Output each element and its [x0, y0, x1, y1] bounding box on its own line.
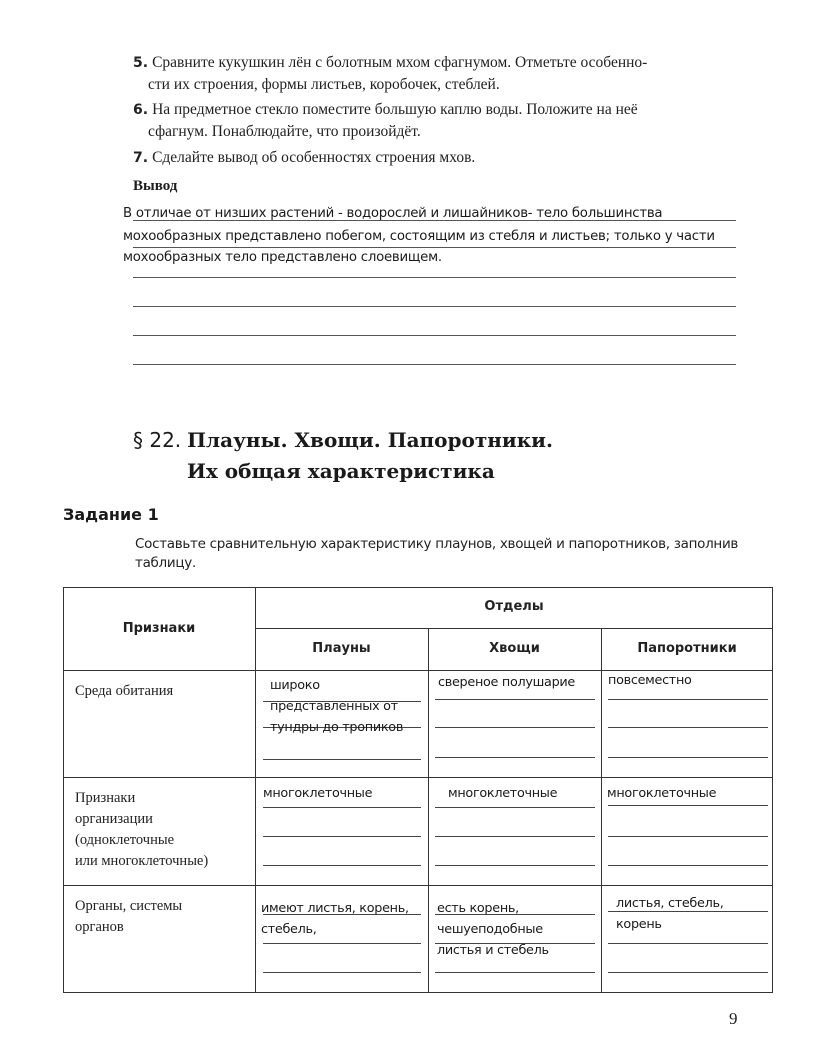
comparison-table	[63, 587, 773, 993]
cell-text-line: стебель,	[261, 922, 317, 937]
table-divider	[63, 885, 773, 886]
row-label-line: органов	[75, 919, 124, 935]
cell-line	[435, 807, 595, 808]
cell-line	[435, 836, 595, 837]
table-border-left	[63, 587, 64, 993]
cell-text-line: свереное полушарие	[438, 675, 575, 690]
header-col-ferns: Папоротники	[637, 641, 737, 656]
answer-line	[133, 335, 736, 336]
table-divider	[255, 628, 773, 629]
row-label-line: Признаки	[75, 790, 136, 806]
cell-lycopods-organs[interactable]	[261, 898, 409, 940]
cell-line	[435, 972, 595, 973]
table-border-bottom	[63, 992, 773, 993]
cell-line	[263, 972, 421, 973]
cell-text-line: представленных от	[270, 699, 398, 714]
cell-text-line: многоклеточные	[448, 786, 558, 801]
section-title-line-1: Плауны. Хвощи. Папоротники.	[187, 428, 553, 452]
cell-horsetails-habitat[interactable]	[438, 672, 575, 693]
task-text: Сравните кукушкин лён с болотным мхом сфагнумом. Отметьте особенно-	[152, 54, 648, 71]
section-title	[133, 425, 553, 487]
task-text: На предметное стекло поместите большую каплю воды. Положите на неё	[152, 101, 638, 118]
answer-line	[133, 364, 736, 365]
assignment-text: Составьте сравнительную характеристику плаунов, хвощей и папоротников, заполнив таблицу.	[135, 536, 739, 571]
conclusion-answer-line-1[interactable]: В отличае от низших растений - водорослей и лишайников- тело большинства	[123, 206, 663, 221]
cell-line	[435, 699, 595, 700]
header-col-lycopods: Плауны	[312, 641, 371, 656]
task-5	[133, 52, 738, 95]
answer-line	[133, 247, 736, 248]
cell-text-line: многоклеточные	[607, 786, 717, 801]
section-marker: § 22.	[133, 428, 182, 452]
cell-line	[608, 836, 768, 837]
cell-ferns-organization[interactable]	[607, 783, 716, 804]
header-features: Признаки	[122, 621, 196, 636]
cell-text-line: корень	[616, 917, 662, 932]
cell-text-line: повсеместно	[608, 673, 692, 688]
task-number: 6.	[133, 102, 149, 118]
table-divider	[63, 777, 773, 778]
task-number: 7.	[133, 150, 149, 166]
cell-line	[263, 836, 421, 837]
cell-text-line: тундры до тропиков	[270, 720, 404, 735]
task-number: 5.	[133, 55, 149, 71]
conclusion-answer-line-2[interactable]: мохообразных представлено побегом, состоящим из стебля и листьев; только у части	[123, 229, 715, 244]
row-label-line: (одноклеточные	[75, 832, 175, 848]
cell-line	[435, 865, 595, 866]
row-label-line: Органы, системы	[75, 898, 183, 914]
cell-text-line: широко	[270, 678, 320, 693]
cell-line	[608, 972, 768, 973]
cell-ferns-habitat[interactable]	[608, 670, 692, 691]
cell-text-line: листья, стебель,	[616, 896, 724, 911]
cell-line	[263, 807, 421, 808]
conclusion-title: Вывод	[133, 178, 178, 194]
task-6	[133, 99, 738, 142]
cell-line	[263, 759, 421, 760]
page-number: 9	[729, 1009, 738, 1028]
task-text: Сделайте вывод об особенностях строения мхов.	[152, 149, 476, 166]
cell-line	[435, 727, 595, 728]
cell-text-line: есть корень,	[437, 901, 519, 916]
row-label-organs	[75, 896, 182, 938]
cell-text-line: чешуеподобные	[437, 922, 543, 937]
task-text-continued: сти их строения, формы листьев, коробочек, стеблей.	[148, 76, 500, 93]
table-border-top	[63, 587, 773, 588]
cell-line	[435, 757, 595, 758]
table-divider	[428, 628, 429, 993]
row-label-line: организации	[75, 811, 153, 827]
cell-ferns-organs[interactable]	[616, 893, 723, 935]
cell-line	[608, 865, 768, 866]
cell-line	[608, 943, 768, 944]
cell-text-line: листья и стебель	[437, 943, 549, 958]
cell-line	[263, 943, 421, 944]
cell-line	[608, 727, 768, 728]
cell-lycopods-organization[interactable]	[263, 783, 372, 804]
header-divisions: Отделы	[484, 599, 544, 614]
table-divider	[601, 628, 602, 993]
row-label-line: или многоклеточные)	[75, 853, 209, 869]
cell-text-line: имеют листья, корень,	[261, 901, 409, 916]
cell-text-line: многоклеточные	[263, 786, 373, 801]
cell-horsetails-organs[interactable]	[437, 898, 549, 961]
cell-line	[608, 757, 768, 758]
answer-line	[133, 306, 736, 307]
assignment-title: Задание 1	[63, 505, 159, 524]
section-title-line-2: Их общая характеристика	[187, 459, 495, 483]
header-col-horsetails: Хвощи	[489, 641, 540, 656]
cell-horsetails-organization[interactable]	[448, 783, 557, 804]
cell-lycopods-habitat[interactable]	[270, 675, 403, 738]
conclusion-answer-line-3[interactable]: мохообразных тело представлено слоевищем.	[123, 250, 442, 265]
cell-line	[263, 865, 421, 866]
answer-line	[133, 277, 736, 278]
cell-line	[608, 805, 768, 806]
row-label-habitat: Среда обитания	[75, 683, 174, 699]
row-label-organization	[75, 788, 208, 872]
cell-line	[608, 699, 768, 700]
task-text-continued: сфагнум. Понаблюдайте, что произойдёт.	[148, 123, 421, 140]
task-7	[133, 147, 738, 169]
